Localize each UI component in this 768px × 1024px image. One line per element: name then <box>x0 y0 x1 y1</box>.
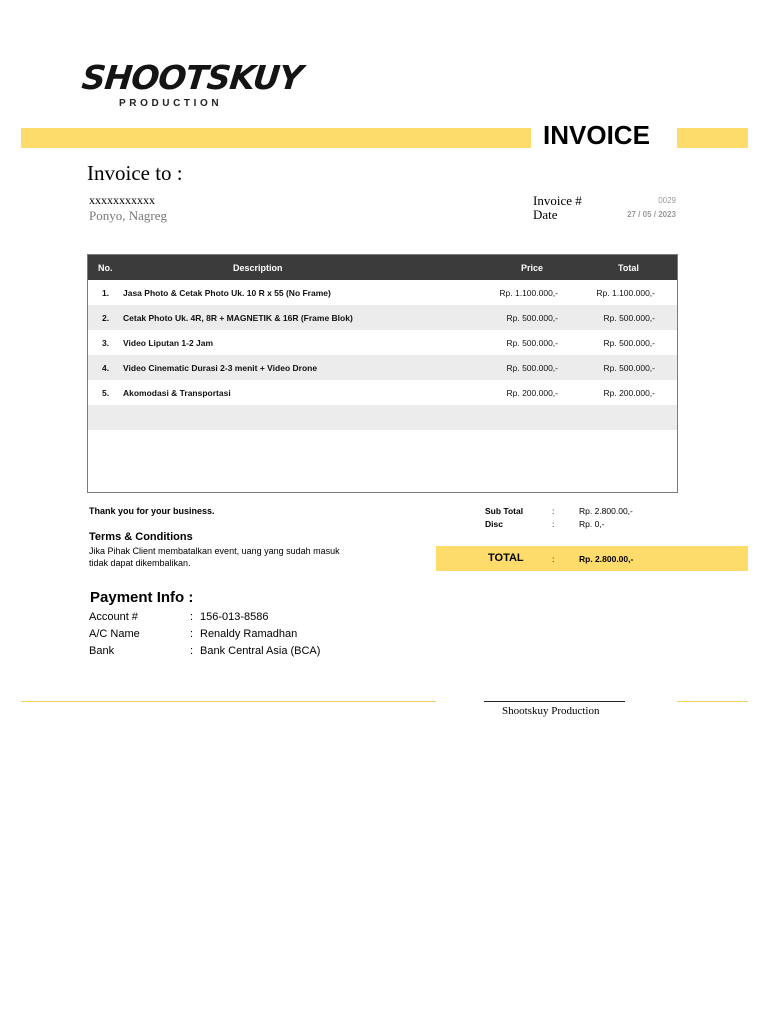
row-price: Rp. 500.000,- <box>506 313 558 323</box>
row-number: 5. <box>102 388 110 398</box>
items-table <box>87 254 678 493</box>
column-header-total: Total <box>618 263 639 273</box>
subtotal-colon: : <box>552 506 555 516</box>
account-name-label: A/C Name <box>89 628 140 640</box>
date-label: Date <box>533 207 558 222</box>
logo-subtitle: PRODUCTION <box>119 98 223 109</box>
row-number: 4. <box>102 363 110 373</box>
footer-divider-right <box>677 701 748 702</box>
row-description: Jasa Photo & Cetak Photo Uk. 10 R x 55 (No Frame) <box>123 288 331 298</box>
client-name: xxxxxxxxxxx <box>89 193 155 207</box>
row-number: 2. <box>102 313 110 323</box>
terms-heading: Terms & Conditions <box>89 531 193 543</box>
row-price: Rp. 1.100.000,- <box>499 288 558 298</box>
column-header-description: Description <box>233 263 283 273</box>
column-header-no: No. <box>98 263 113 273</box>
table-row <box>88 330 677 355</box>
row-total: Rp. 1.100.000,- <box>596 288 655 298</box>
bill-to-heading: Invoice to : <box>87 161 183 185</box>
total-label: TOTAL <box>488 552 524 564</box>
row-description: Video Cinematic Durasi 2-3 menit + Video Drone <box>123 363 318 373</box>
bank-label: Bank <box>89 645 115 657</box>
table-row-empty <box>88 405 677 430</box>
discount-value: Rp. 0,- <box>579 519 605 529</box>
account-name-value: Renaldy Ramadhan <box>200 628 298 640</box>
header-band-right <box>677 128 748 148</box>
header-band-left <box>21 128 531 148</box>
table-row <box>88 280 677 305</box>
logo-wordmark: SHOOTSKUY <box>80 58 304 97</box>
row-description: Video Liputan 1-2 Jam <box>123 338 214 348</box>
account-number-colon: : <box>190 611 194 623</box>
subtotal-label: Sub Total <box>485 506 524 516</box>
row-total: Rp. 500.000,- <box>603 313 655 323</box>
company-logo <box>80 58 304 112</box>
table-header <box>88 255 677 280</box>
discount-label: Disc <box>485 519 503 529</box>
invoice-title: INVOICE <box>543 120 650 150</box>
thank-you-note: Thank you for your business. <box>89 506 215 516</box>
column-header-price: Price <box>521 263 544 273</box>
table-row <box>88 305 677 330</box>
signature-name: Shootskuy Production <box>502 705 600 717</box>
total-value: Rp. 2.800.00,- <box>579 554 634 564</box>
terms-text-line-1: Jika Pihak Client membatalkan event, uang yang sudah masuk <box>89 546 340 556</box>
row-description: Akomodasi & Transportasi <box>123 388 231 398</box>
row-description: Cetak Photo Uk. 4R, 8R + MAGNETIK & 16R (Frame Blok) <box>123 313 353 323</box>
row-total: Rp. 200.000,- <box>603 388 655 398</box>
payment-info-heading: Payment Info : <box>90 589 194 606</box>
subtotal-value: Rp. 2.800.00,- <box>579 506 633 516</box>
row-total: Rp. 500.000,- <box>603 338 655 348</box>
bank-colon: : <box>190 645 194 657</box>
invoice-number-value: 0029 <box>658 196 676 205</box>
row-total: Rp. 500.000,- <box>603 363 655 373</box>
row-price: Rp. 500.000,- <box>506 363 558 373</box>
discount-colon: : <box>552 519 555 529</box>
total-colon: : <box>552 554 555 564</box>
signature-line <box>484 701 625 702</box>
client-address: Ponyo, Nagreg <box>89 208 167 223</box>
account-number-label: Account # <box>89 611 138 623</box>
table-row <box>88 355 677 380</box>
bank-value: Bank Central Asia (BCA) <box>200 645 321 657</box>
invoice-number-label: Invoice # <box>533 193 582 208</box>
table-row <box>88 380 677 405</box>
row-price: Rp. 500.000,- <box>506 338 558 348</box>
row-price: Rp. 200.000,- <box>506 388 558 398</box>
row-number: 1. <box>102 288 110 298</box>
account-number-value: 156-013-8586 <box>200 611 269 623</box>
footer-divider-left <box>21 701 436 702</box>
row-number: 3. <box>102 338 110 348</box>
terms-text-line-2: tidak dapat dikembalikan. <box>89 558 191 568</box>
date-value: 27 / 05 / 2023 <box>627 210 676 219</box>
account-name-colon: : <box>190 628 194 640</box>
